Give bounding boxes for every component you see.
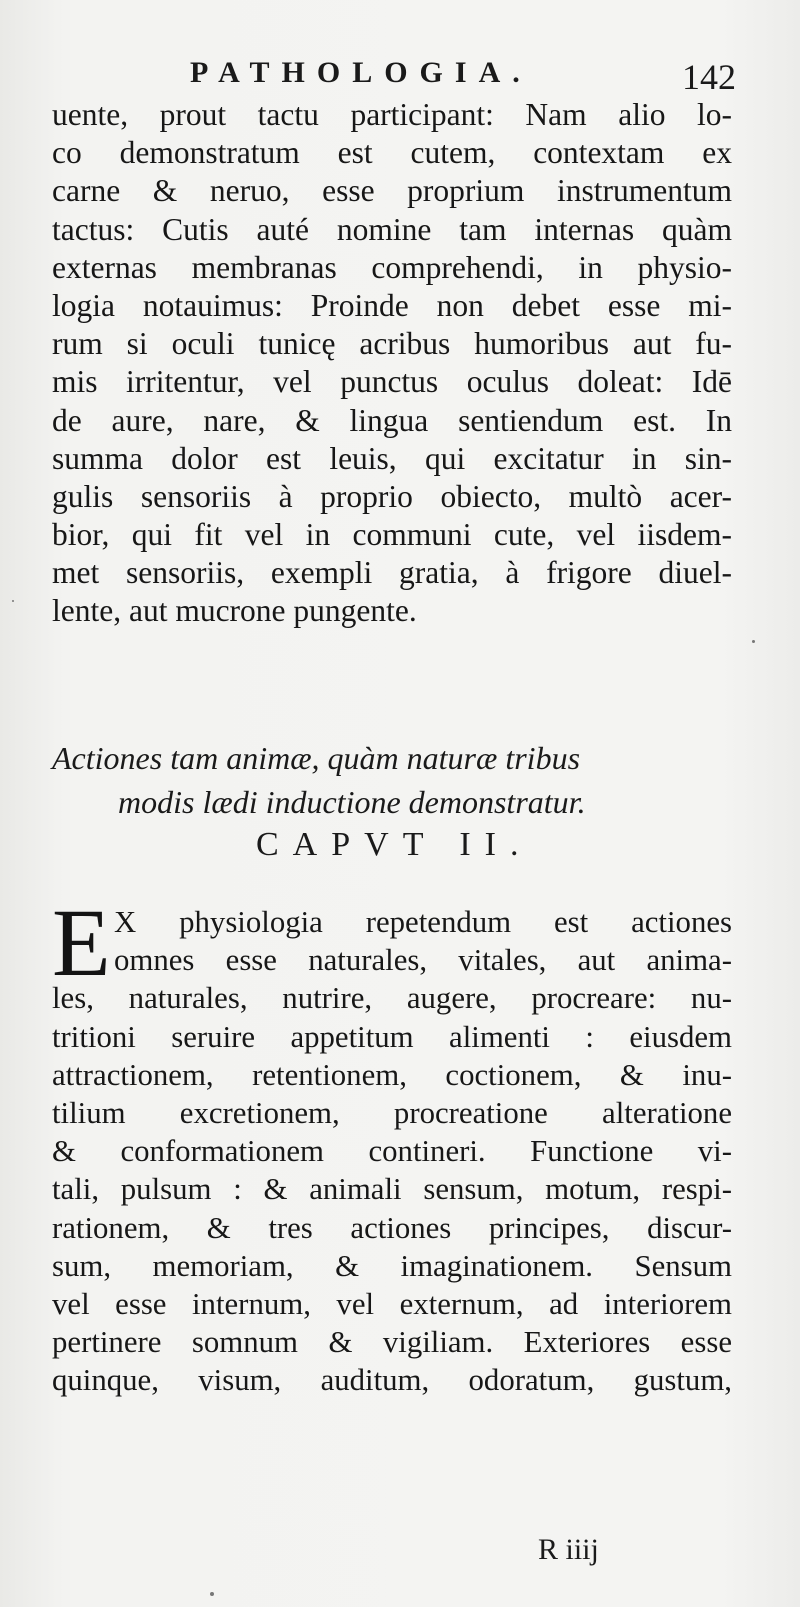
signature-mark: R iiij xyxy=(538,1533,599,1566)
section-heading-line-1: Actiones tam animæ, quàm naturæ tribus xyxy=(52,740,581,776)
text-line: uente, prout tactu participant: Nam alio lo- xyxy=(52,97,732,132)
text-line: sum, memoriam, & imaginationem. Sensum xyxy=(52,1248,732,1283)
bleed-through-texture xyxy=(60,690,760,730)
text-line: & conformationem contineri. Functione vi- xyxy=(52,1134,732,1169)
ink-speck xyxy=(12,600,14,602)
drop-cap: E xyxy=(52,889,111,996)
text-line: omnes esse naturales, vitales, aut anima- xyxy=(114,943,732,978)
chapter-title: CAPVT II. xyxy=(256,826,533,863)
text-line: carne & neruo, esse proprium instrumentum xyxy=(52,173,732,209)
text-line: vel esse internum, vel externum, ad interiorem xyxy=(52,1286,732,1321)
text-line: gulis sensoriis à proprio obiecto, multò acer- xyxy=(52,478,732,514)
running-title: PATHOLOGIA. xyxy=(190,56,532,89)
page-header xyxy=(0,50,800,102)
text-line: tali, pulsum : & animali sensum, motum, respi- xyxy=(52,1172,732,1207)
page-number: 142 xyxy=(682,57,736,97)
text-line: rum si oculi tunicę acribus humoribus aut fu- xyxy=(52,326,732,362)
section-heading-line-2: modis lædi inductione demonstratur. xyxy=(118,784,586,820)
text-line: co demonstratum est cutem, contextam ex xyxy=(52,135,732,171)
text-line: attractionem, retentionem, coctionem, & inu- xyxy=(52,1057,732,1092)
text-line: logia notauimus: Proinde non debet esse mi- xyxy=(52,287,732,323)
text-line: mis irritentur, vel punctus oculus doleat: Idē xyxy=(52,364,732,400)
ink-speck xyxy=(752,640,755,643)
text-line: summa dolor est leuis, qui excitatur in sin- xyxy=(52,440,732,476)
text-line: quinque, visum, auditum, odoratum, gustum, xyxy=(52,1363,732,1398)
text-line: de aure, nare, & lingua sentiendum est. In xyxy=(52,402,732,438)
section-heading xyxy=(52,736,742,824)
text-line: externas membranas comprehendi, in physio- xyxy=(52,249,732,285)
text-line: tritioni seruire appetitum alimenti : eiusdem xyxy=(52,1019,732,1054)
ink-speck xyxy=(210,1592,214,1596)
text-line: les, naturales, nutrire, augere, procreare: nu- xyxy=(52,981,732,1016)
chapter-text xyxy=(52,903,732,1399)
body-text xyxy=(52,96,732,631)
text-line: pertinere somnum & vigiliam. Exteriores esse xyxy=(52,1325,732,1360)
text-line: rationem, & tres actiones principes, discur- xyxy=(52,1210,732,1245)
text-line: X physiologia repetendum est actiones xyxy=(114,905,732,939)
text-line: met sensoriis, exempli gratia, à frigore diuel- xyxy=(52,555,732,591)
text-line: tactus: Cutis auté nomine tam internas quàm xyxy=(52,211,732,247)
text-line: tilium excretionem, procreatione alteratione xyxy=(52,1095,732,1130)
text-line: bior, qui fit vel in communi cute, vel iisdem- xyxy=(52,517,732,553)
text-line: lente, aut mucrone pungente. xyxy=(52,593,417,629)
